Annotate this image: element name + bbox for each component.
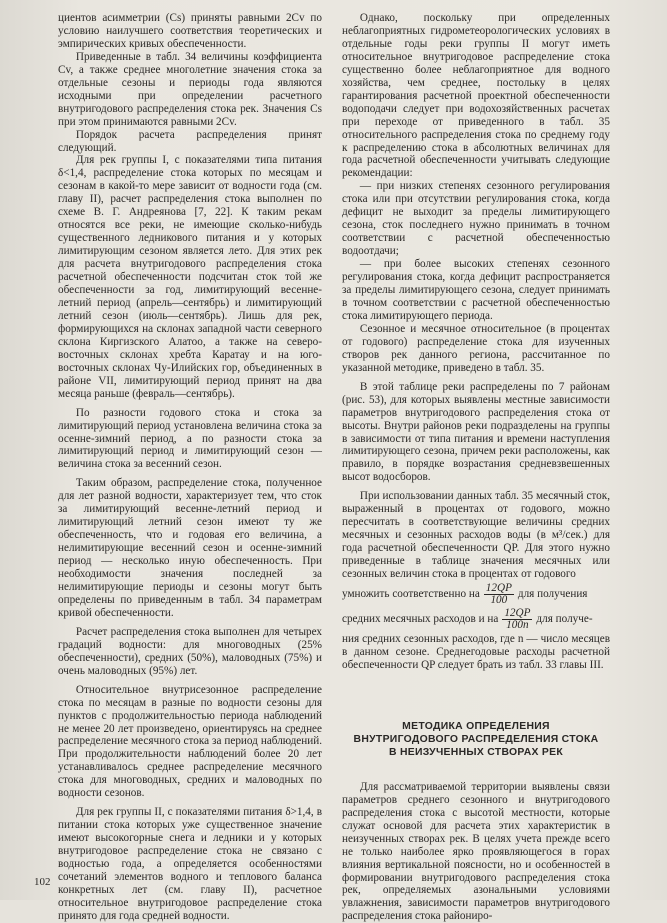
right-paragraph-4: При использовании данных табл. 35 месячный сток, выраженный в процентах от годового, можно пересчитать в соответствующие величины средних месячных и сезонных расходов воды (в м³/сек.) для года расчетной обеспеченности QP. Для этого нужно приведенные в таблице значения месячных или сезонных величин стока в процентах от годового [342, 490, 610, 581]
formula-seasonal-before: средних месячных расходов и на [342, 613, 499, 625]
right-paragraph-final: Для рассматриваемой территории выявлены связи параметров среднего сезонного и внутригодового распределения стока с высотой местности, которые служат основой для расчета этих характеристик в неизученных створах рек. В целях учета прежде всего не только наиболее ярко проявляющегося в горах влияния вертикальной поясности, но и особенностей в формировании внутригодового распределения стока рек, определяемых азональными условиями увлажнения, зависимости параметров внутригодового распределения стока райониро- [342, 780, 610, 923]
left-column [58, 12, 322, 923]
left-paragraph-6: Таким образом, распределение стока, полученное для лет разной водности, характеризует тем, что сток за лимитирующий весенне-летний период и лимитирующий летний сезон имеют ту же обеспеченность, что и годовая его величина, а нелимитирующие весенний сезон и осенне-зимний период — несколько иную обеспеченность. При необходимости значения последней за нелимитирующие периоды и сезоны могут быть определены по приведенным в табл. 34 параметрам кривой обеспеченности. [58, 477, 322, 619]
left-paragraph-2: Приведенные в табл. 34 величины коэффициента Cv, а также среднее многолетние значения стока за отдельные сезоны и периоды года являются исходными при определении расчетного внутригодового распределения стока рек. Значения Cs при этом принимаются равными 2Cv. [58, 50, 322, 128]
right-paragraph-dash-2: — при более высоких степенях сезонного регулирования стока, когда дефицит распространяется за пределы лимитирующего сезона, следует принимать в точном соответствии с расчетной обеспеченностью стока лимитирующего периода. [342, 258, 610, 322]
formula-monthly [342, 583, 610, 606]
formula-monthly-before: умножить соответственно на [342, 588, 480, 600]
fraction-seasonal-numerator: 12QP [504, 606, 531, 619]
left-paragraph-5: По разности годового стока и стока за лимитирующий период установлена величина стока за осенне-зимний период, а по разности стока за лимитирующий период и лимитирующий сезон — величина стока за весенний сезон. [58, 406, 322, 471]
page-number: 102 [34, 876, 51, 888]
left-paragraph-9: Для рек группы II, с показателями питания δ>1,4, в питании стока которых уже существенное значение имеют высокогорные снега и ледники и у которых внутригодовое распределение стока не связано с водностью года, а определяется особенностями сочетаний элементов водного и теплового баланса конкретных лет (см. главу II), расчетное относительное внутригодовое распределение стока принято для года средней водности. [58, 806, 322, 922]
left-paragraph-3: Порядок расчета распределения принят следующий. [58, 128, 322, 154]
formula-seasonal-after: для получе- [536, 613, 593, 625]
right-paragraph-3: В этой таблице реки распределены по 7 районам (рис. 53), для которых выявлены местные зависимости параметров внутригодового распределения стока от высоты. Внутри районов реки подразделены на группы в зависимости от типа питания и времени наступления лимитирующего сезона, причем реки расположены, как правило, в порядке возрастания средневзвешенных высот водосборов. [342, 380, 610, 484]
section-heading-line-1: МЕТОДИКА ОПРЕДЕЛЕНИЯ [402, 720, 550, 732]
left-paragraph-7: Расчет распределения стока выполнен для четырех градаций водности: для многоводных (25% обеспеченности), средних (50%), маловодных (75%) и очень маловодных (95%) лет. [58, 625, 322, 677]
right-column [342, 12, 610, 923]
section-heading-line-2: ВНУТРИГОДОВОГО РАСПРЕДЕЛЕНИЯ СТОКА [353, 733, 599, 745]
fraction-monthly [484, 583, 514, 606]
left-paragraph-4: Для рек группы I, с показателями типа питания δ<1,4, распределение стока которых по месяцам и сезонам в какой-то мере зависит от водности года (см. главу II), расчет распределения стока выполнен по схеме В. Г. Андреянова [7, 22]. К таким рекам относятся все реки, не имеющие сколько-нибудь существенного ледникового питания и у которых лимитирующим сезоном является лето. Для этих рек для расчета внутригодового распределения стока расчетной обеспеченности подсчитан сток той же обеспеченности за год, лимитирующий весенне-летний период (апрель—сентябрь) и лимитирующий летний сезон (июль—сентябрь). Лишь для рек, формирующихся на склонах западной части северного склона Киргизского Алатоо, а также на северо-восточных склонах хребта Каратау и на юго-восточных склонах Чу-Илийских гор, объединенных в районе VII, лимитирующий период принят на два месяца раньше (февраль—сентябрь). [58, 154, 322, 400]
section-heading-line-3: В НЕИЗУЧЕННЫХ СТВОРАХ РЕК [388, 746, 564, 758]
right-paragraph-dash-1: — при низких степенях сезонного регулирования стока или при отсутствии регулирования стока, когда дефицит не выходит за пределы лимитирующего сезона, сток последнего нужно принимать в точном соответствии с расчетной обеспеченностью водоотдачи; [342, 180, 610, 258]
fraction-seasonal-denominator: 100n [506, 618, 529, 631]
right-paragraph-after-formula: ния средних сезонных расходов, где n — число месяцев в данном сезоне. Среднегодовые расходы расчетной обеспеченности QP следует брать из табл. 33 главы III. [342, 632, 610, 671]
right-paragraph-1: Однако, поскольку при определенных неблагоприятных гидрометеорологических условиях в отдельные годы реки группы II могут иметь относительное внутригодовое распределение стока существенно более неблагоприятное для водного хозяйства, чем среднее, постольку в целях гарантирования расчетной проектной обеспеченности водоподачи следует при водохозяйственных расчетах при переходе от приведенного в табл. 35 относительного распределения стока по среднему году к распределению стока в абсолютных величинах для года расчетной обеспеченности учитывать следующие рекомендации: [342, 12, 610, 180]
right-paragraph-2: Сезонное и месячное относительное (в процентах от годового) распределение стока для изученных створов рек данного региона, рассчитанное по указанной методике, приведено в табл. 35. [342, 322, 610, 374]
section-heading [342, 720, 610, 759]
formula-monthly-after: для получения [517, 588, 588, 600]
fraction-seasonal [502, 608, 532, 631]
formula-seasonal [342, 608, 610, 631]
fraction-monthly-denominator: 100 [490, 593, 508, 606]
left-paragraph-8: Относительное внутрисезонное распределение стока по месяцам в разные по водности сезоны для пунктов с продолжительностью периода наблюдений не менее 20 лет произведено, ориентируясь на среднее распределение месячного стока за период наблюдений. При продолжительности наблюдений более 20 лет устанавливалось среднее распределение месячного стока для многоводных, средних и маловодных по водности сезонов. [58, 683, 322, 800]
left-paragraph-1: циентов асимметрии (Cs) приняты равными 2Cv по условию наилучшего соответствия теоретических и эмпирических кривых обеспеченности. [58, 12, 322, 50]
fraction-monthly-numerator: 12QP [485, 581, 512, 594]
